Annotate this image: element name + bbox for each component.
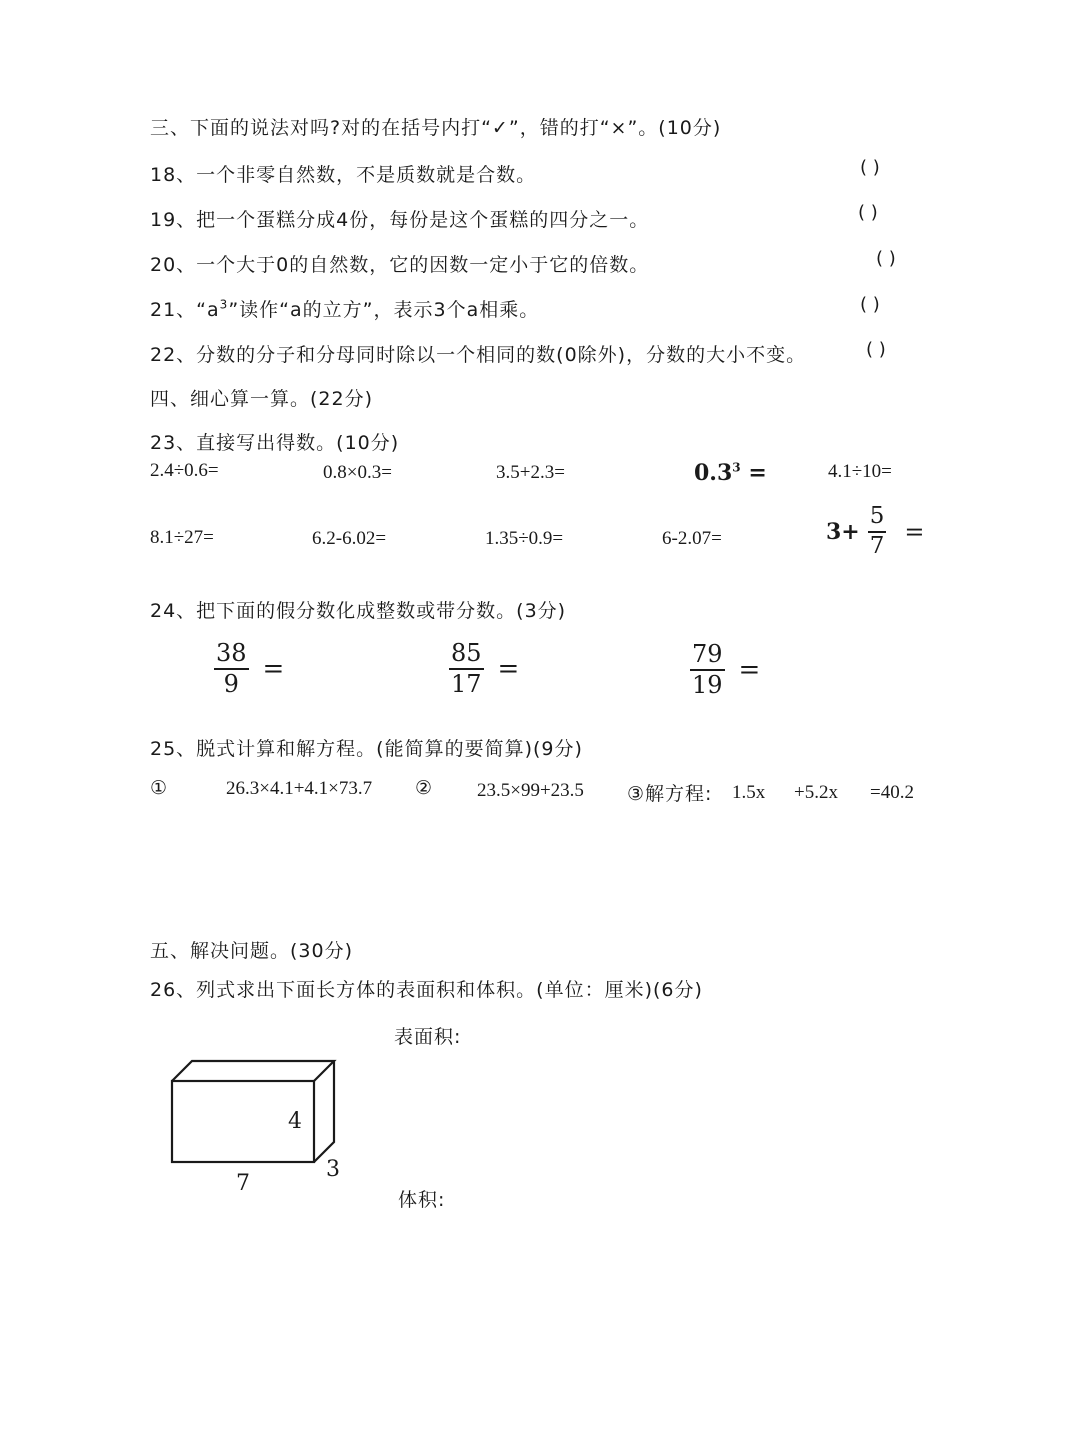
q23-calc-1: 2.4÷0.6= — [150, 460, 219, 481]
q23-calc-7: 6.2-6.02= — [312, 528, 387, 549]
section4-heading: 四、细心算一算。(22分) — [150, 388, 374, 410]
item-18-answer-parens[interactable]: ( ) — [860, 157, 880, 178]
q24-fraction-3-numerator: 79 — [690, 641, 725, 671]
q25-expression-1: 26.3×4.1+4.1×73.7 — [226, 778, 373, 799]
q23-calc-5: 4.1÷10= — [828, 461, 892, 482]
q26-title: 26、列式求出下面长方体的表面积和体积。(单位：厘米)(6分) — [150, 979, 703, 1001]
q24-fraction-1-equals: = — [262, 653, 285, 684]
q23-calc-4-base: 0.3 — [694, 460, 733, 486]
q23-calc-10 — [826, 504, 925, 560]
q25-equation-term-2: +5.2x — [794, 782, 838, 803]
q23-calc-3: 3.5+2.3= — [496, 462, 565, 483]
cuboid-top-face — [172, 1061, 334, 1081]
item-19-text: 19、把一个蛋糕分成4份，每份是这个蛋糕的四分之一。 — [150, 209, 650, 231]
q23-calc-10-numerator: 5 — [868, 504, 887, 533]
section3-heading: 三、下面的说法对吗?对的在括号内打“✓”，错的打“×”。(10分) — [150, 117, 722, 139]
section5-heading: 五、解决问题。(30分) — [150, 940, 354, 962]
item-22-answer-parens[interactable]: ( ) — [866, 339, 886, 360]
q23-calc-4-exponent: 3 — [732, 460, 741, 475]
q23-calc-8: 1.35÷0.9= — [485, 528, 564, 549]
q24-fraction-3-equals: = — [738, 654, 761, 685]
q24-fraction-2 — [449, 640, 519, 698]
q23-calc-2: 0.8×0.3= — [323, 462, 392, 483]
item-19-answer-parens[interactable]: ( ) — [858, 202, 878, 223]
cuboid-height-label: 4 — [288, 1109, 302, 1134]
q26-volume-label: 体积: — [398, 1189, 446, 1211]
item-22-text: 22、分数的分子和分母同时除以一个相同的数(0除外)，分数的大小不变。 — [150, 344, 807, 366]
item-21-text — [150, 295, 539, 322]
item-21-answer-parens[interactable]: ( ) — [860, 294, 880, 315]
q24-fraction-1-stack — [214, 640, 249, 698]
item-18-text: 18、一个非零自然数，不是质数就是合数。 — [150, 164, 537, 186]
item-20-text: 20、一个大于0的自然数，它的因数一定小于它的倍数。 — [150, 254, 650, 276]
q23-calc-6: 8.1÷27= — [150, 527, 214, 548]
q25-equation-result: =40.2 — [870, 782, 914, 803]
q25-marker-3: ③解方程: — [627, 783, 713, 805]
q23-calc-10-whole: 3+ — [826, 518, 860, 545]
cuboid-length-label: 7 — [236, 1171, 250, 1196]
item-20-answer-parens[interactable]: ( ) — [876, 248, 896, 269]
q24-fraction-2-denominator: 17 — [451, 670, 482, 699]
q23-calc-9: 6-2.07= — [662, 528, 722, 549]
q26-surface-area-label: 表面积: — [394, 1026, 462, 1048]
q23-title: 23、直接写出得数。(10分) — [150, 432, 400, 454]
q23-calc-4-equals: = — [748, 460, 767, 486]
q23-calc-10-denominator: 7 — [869, 533, 885, 560]
q24-fraction-2-stack — [449, 640, 484, 698]
q25-equation-term-1: 1.5x — [732, 782, 766, 803]
q23-calc-10-fraction — [868, 504, 887, 560]
q24-fraction-2-equals: = — [497, 653, 520, 684]
q25-expression-2: 23.5×99+23.5 — [477, 780, 584, 801]
q24-fraction-1-denominator: 9 — [223, 670, 239, 699]
q25-title: 25、脱式计算和解方程。(能简算的要简算)(9分) — [150, 738, 583, 760]
q23-calc-10-equals: = — [904, 517, 925, 546]
cuboid-side-face — [314, 1061, 334, 1162]
q24-fraction-1-numerator: 38 — [214, 640, 249, 670]
q24-fraction-3 — [690, 641, 760, 699]
q25-marker-2: ② — [415, 777, 434, 799]
q24-fraction-3-denominator: 19 — [692, 671, 723, 700]
q23-calc-4 — [694, 460, 767, 486]
cuboid-width-label: 3 — [326, 1157, 340, 1182]
item-21-text-pre: 21、“a — [150, 299, 220, 321]
item-21-text-post: ”读作“a的立方”，表示3个a相乘。 — [228, 299, 540, 321]
q24-fraction-2-numerator: 85 — [449, 640, 484, 670]
cuboid-figure — [160, 1050, 360, 1200]
q25-marker-1: ① — [150, 777, 169, 799]
q24-fraction-1 — [214, 640, 284, 698]
q24-title: 24、把下面的假分数化成整数或带分数。(3分) — [150, 600, 567, 622]
q24-fraction-3-stack — [690, 641, 725, 699]
item-21-exponent: 3 — [219, 297, 229, 312]
